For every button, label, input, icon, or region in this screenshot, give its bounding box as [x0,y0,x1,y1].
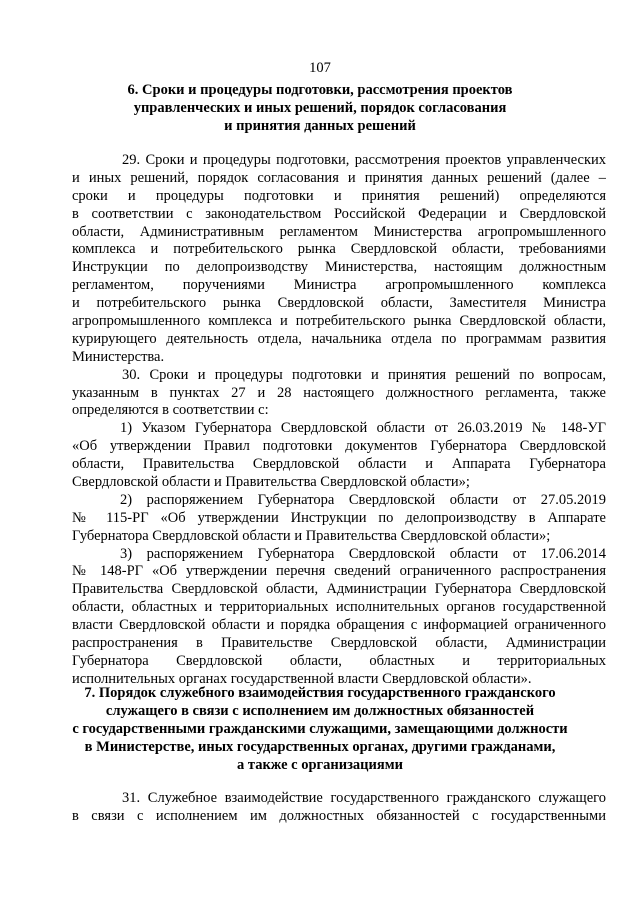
text-line: Инструкции по делопроизводству Министерства, настоящим должностным [72,259,606,276]
text-line: определяются в соответствии с: [72,402,269,419]
text-line: курирующего деятельность отдела, начальника отдела по программам развития [72,330,606,347]
section-7-heading [70,684,570,774]
text-line: «Об утверждении Правил подготовки документов Губернатора Свердловской [72,438,606,455]
list-item-2 [72,492,606,546]
text-line: комплекса и потребительского рынка Свердловской области, требованиями [72,241,606,258]
text-line: регламентом, поручениями Министра агропромышленного комплекса [72,277,606,294]
heading-line: с государственными гражданскими служащими, замещающими должности [72,721,568,737]
text-line: агропромышленного комплекса и потребительского рынка Свердловской области, [72,313,606,330]
paragraph-29 [72,152,606,367]
text-line: в связи с исполнением им должностных обязанностей с государственными [72,807,606,824]
heading-line: управленческих и иных решений, порядок согласования [133,100,507,116]
text-line: области, Правительства Свердловской области и Аппарата Губернатора [72,456,606,473]
text-line: в соответствии с законодательством Российской Федерации и Свердловской [72,205,606,222]
text-line: Правительства Свердловской области, Администрации Губернатора Свердловской [72,581,606,598]
text-line: сроки и процедуры подготовки и принятия решений) определяются [72,187,606,204]
heading-line: в Министерстве, иных государственных органах, другими гражданами, [84,739,556,755]
section-7-body [72,790,606,826]
text-line: № 148-РГ «Об утверждении перечня сведений ограниченного распространения [72,563,606,580]
text-line: Свердловской области и Правительства Свердловской области»; [72,474,470,491]
text-line: 29. Сроки и процедуры подготовки, рассмотрения проектов управленческих [122,152,606,168]
text-line: 31. Служебное взаимодействие государственного гражданского служащего [122,790,606,806]
heading-line: служащего в связи с исполнением им должностных обязанностей [105,703,535,719]
list-item-1 [72,420,606,492]
text-line: исполнительных органах государственной власти Свердловской области». [72,670,532,687]
text-line: власти Свердловской области и порядка обращения с информацией ограниченного [72,617,606,634]
text-line: распространения в Правительстве Свердловской области, Администрации [72,635,606,652]
heading-line: а также с организациями [237,757,403,773]
text-line: 30. Сроки и процедуры подготовки и принятия решений по вопросам, [122,366,606,383]
text-line: области, Административным регламентом Министерства агропромышленного [72,223,606,240]
list-item-3 [72,546,606,689]
paragraph-30 [72,367,606,421]
text-line: 2) распоряжением Губернатора Свердловской области от 27.05.2019 [120,491,606,508]
heading-line: и принятия данных решений [224,118,416,134]
text-line: Министерства. [72,348,165,365]
text-line: указанным в пунктах 27 и 28 настоящего должностного регламента, также [72,384,606,401]
text-line: Губернатора Свердловской области и Правительства Свердловской области»; [72,527,551,544]
text-line: и потребительского рынка Свердловской области, Заместителя Министра [72,295,606,312]
text-line: № 115-РГ «Об утверждении Инструкции по делопроизводству в Аппарате [72,509,606,526]
text-line: Губернатора Свердловской области, областных и территориальных [72,652,606,669]
heading-line: 7. Порядок служебного взаимодействия государственного гражданского [84,685,556,701]
text-line: области, областных и территориальных исполнительных органов государственной [72,599,606,616]
text-line: 1) Указом Губернатора Свердловской области от 26.03.2019 № 148-УГ [120,420,606,437]
heading-line: 6. Сроки и процедуры подготовки, рассмотрения проектов [127,82,513,98]
page-number: 107 [309,60,331,76]
paragraph-31 [72,790,606,826]
section-6-body [72,152,606,689]
section-6-heading [70,81,570,135]
text-line: 3) распоряжением Губернатора Свердловской области от 17.06.2014 [120,545,606,562]
text-line: и иных решений, порядок согласования и принятия данных решений (далее – [72,169,606,186]
